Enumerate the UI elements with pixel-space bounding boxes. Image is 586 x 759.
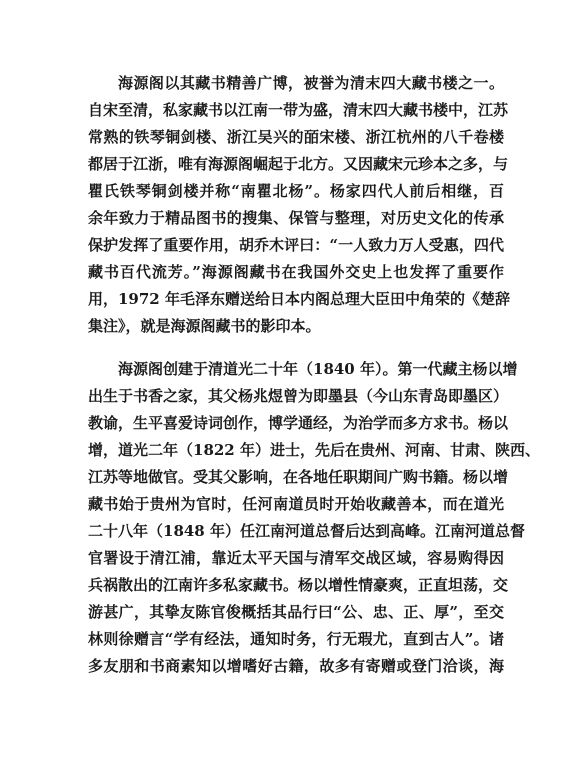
text-line: 增，道光二年（1822 年）进士，先后在贵州、河南、甘肃、陕西、 [88,441,540,459]
text-line: 余年致力于精品图书的搜集、保管与整理，对历史文化的传承 [88,209,504,227]
text-line: 用，1972 年毛泽东赠送给日本内阁总理大臣田中角荣的《楚辞 [88,290,510,308]
paragraph-gap [88,340,586,356]
text-line: 常熟的铁琴铜剑楼、浙江吴兴的皕宋楼、浙江杭州的八千卷楼 [88,128,504,146]
text-line: 出生于书香之家，其父杨兆煜曾为即墨县（今山东青岛即墨区） [88,387,509,405]
text-line: 海源阁创建于清道光二十年（1840 年）。第一代藏主杨以增 [118,360,518,378]
text-line: 游甚广，其挚友陈官俊概括其品行曰“公、忠、正、厚”，至交 [88,603,504,621]
text-line: 兵祸散出的江南许多私家藏书。杨以增性情豪爽，正直坦荡，交 [88,576,509,594]
text-line: 二十八年（1848 年）任江南河道总督后达到高峰。江南河道总督 [88,522,525,540]
text-line: 教谕，生平喜爱诗词创作，博学通经，为治学而多方求书。杨以 [88,414,509,432]
text-line: 集注》，就是海源阁藏书的影印本。 [88,317,321,335]
text-line: 江苏等地做官。受其父影响，在各地任职期间广购书籍。杨以增 [88,468,509,486]
text-line: 藏书始于贵州为官时，任河南道员时开始收藏善本，而在道光 [88,495,504,513]
text-line: 瞿氏铁琴铜剑楼并称“南瞿北杨”。杨家四代人前后相继，百 [88,182,504,200]
paragraph-haiyuange-history [88,356,540,680]
text-line: 保护发挥了重要作用，胡乔木评曰：“一人致力万人受惠，四代 [88,236,504,254]
text-line: 林则徐赠言“学有经法，通知时务，行无瑕尤，直到古人”。诸 [88,630,504,648]
text-line: 藏书百代流芳。”海源阁藏书在我国外交史上也发挥了重要作 [88,263,504,281]
text-line: 自宋至清，私家藏书以江南一带为盛，清末四大藏书楼中，江苏 [88,101,509,119]
text-line: 官署设于清江浦，靠近太平天国与清军交战区域，容易购得因 [88,549,504,567]
paragraph-haiyuange-intro [88,70,510,340]
text-line: 都居于江浙，唯有海源阁崛起于北方。又因藏宋元珍本之多，与 [88,155,509,173]
text-line: 多友朋和书商素知以增嗜好古籍，故多有寄赠或登门洽谈，海 [88,657,504,675]
text-line: 海源阁以其藏书精善广博，被誉为清末四大藏书楼之一。 [118,74,504,92]
